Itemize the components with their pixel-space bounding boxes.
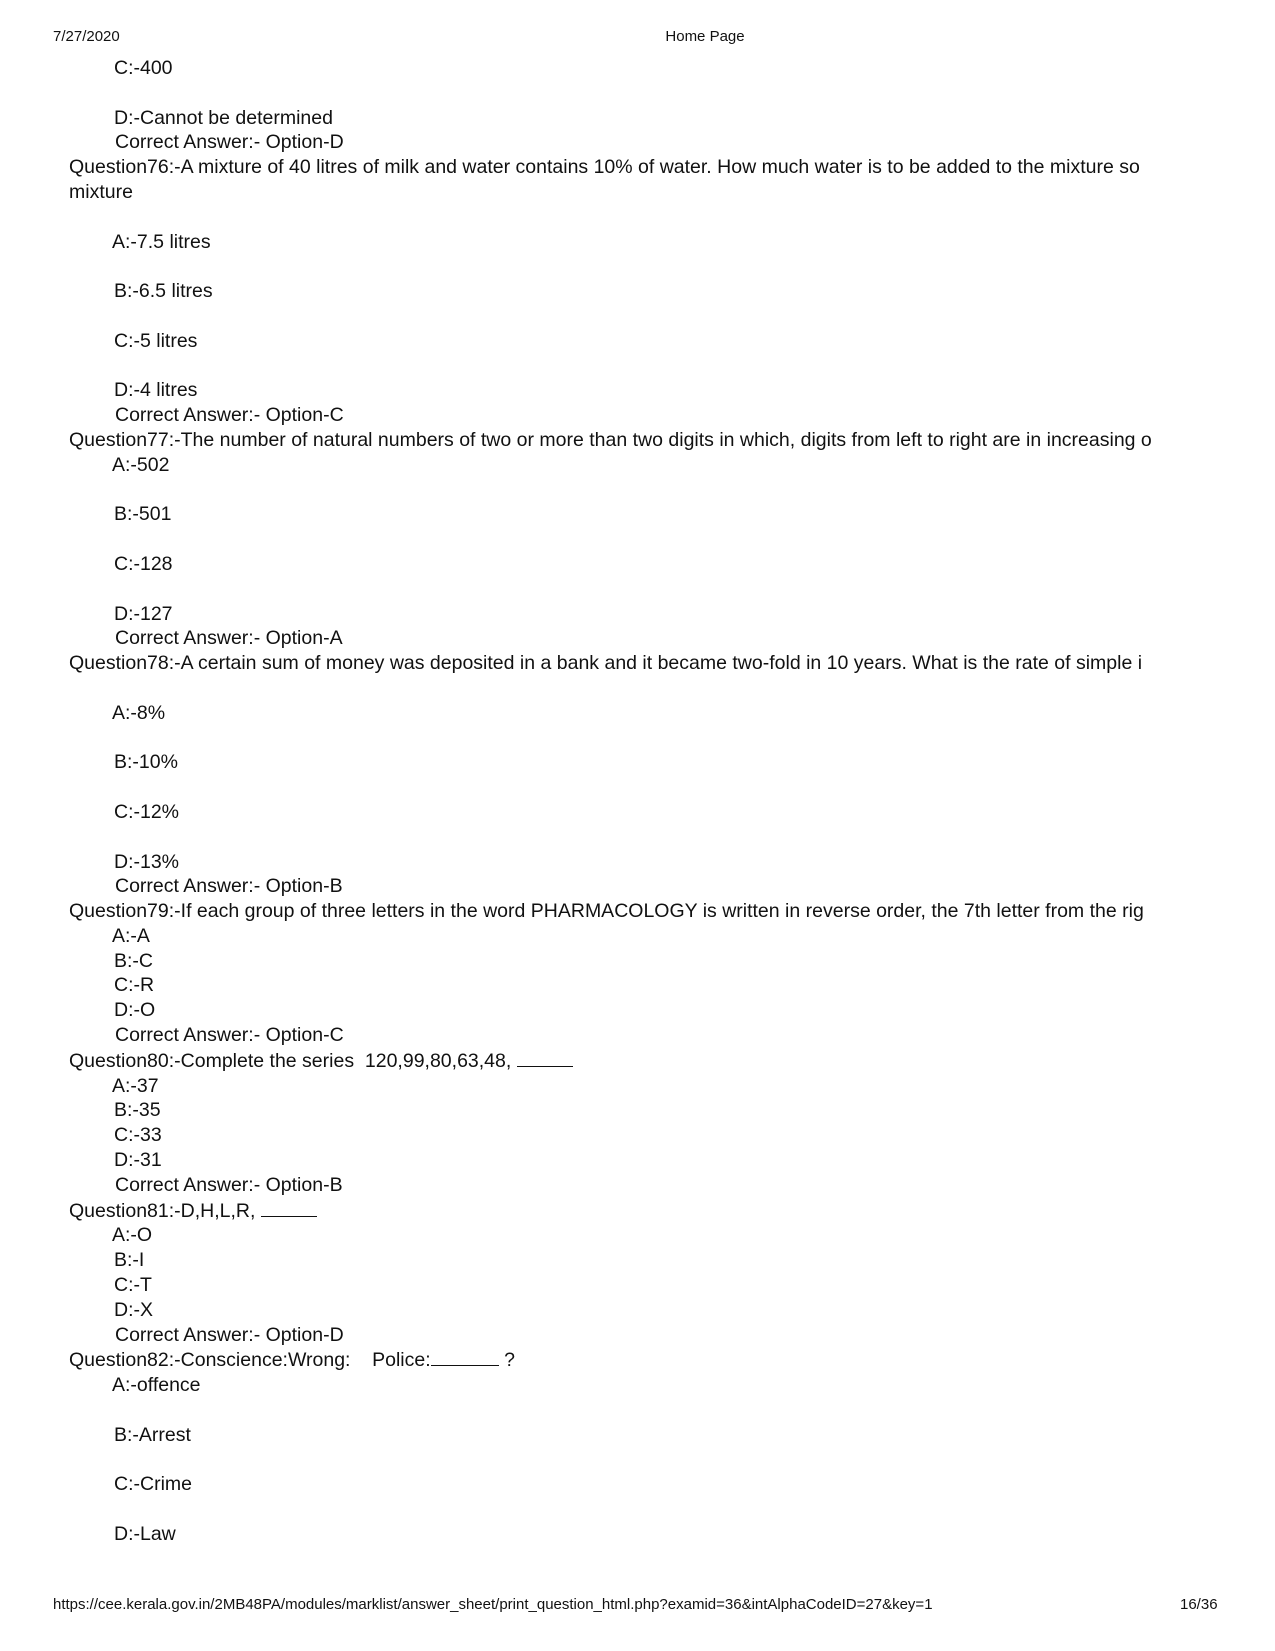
question-79 [0,899,1219,924]
option-c: C:-Crime [114,1473,192,1496]
answer-blank [261,1198,317,1217]
question-76 [0,155,1219,205]
option-d: D:-13% [114,850,180,873]
option-a: A:-A [112,924,150,947]
answer-blank [431,1347,499,1366]
option-d: D:-X [114,1298,153,1321]
option-d: D:-O [114,999,156,1022]
question-text-body: Question82:-Conscience:Wrong: Police: [69,1349,431,1372]
page-title: Home Page [665,28,745,45]
option-c: C:-33 [114,1124,162,1147]
question-text: Question76:-A mixture of 40 litres of milk and water contains 10% of water. How much water is to be added to the mixture so [69,156,1140,179]
option-d: D:-Cannot be determined [114,106,333,129]
option-b: B:-6.5 litres [114,280,213,303]
page-number: 16/36 [1180,1596,1218,1613]
question-text-body: Question81:-D,H,L,R, [69,1199,261,1222]
question-text [69,1198,1219,1224]
correct-answer: Correct Answer:- Option-C [115,404,344,427]
question-80 [0,1048,1219,1074]
option-c: C:-R [114,974,155,997]
question-81 [0,1198,1219,1224]
option-a: A:-8% [112,701,166,724]
question-text-continued: mixture [69,180,133,203]
question-sheet [0,56,1219,1547]
question-text-suffix: ? [498,1349,515,1372]
option-c: C:-12% [114,800,180,823]
question-text [69,1048,1219,1074]
option-d: D:-4 litres [114,379,198,402]
question-77 [0,428,1219,453]
print-date: 7/27/2020 [53,28,120,45]
question-text: Question79:-If each group of three letters in the word PHARMACOLOGY is written in reverse order, the 7th letter from the rig [69,900,1144,923]
option-a: A:-502 [112,453,170,476]
option-b: B:-Arrest [114,1423,191,1446]
correct-answer: Correct Answer:- Option-B [115,1173,343,1196]
question-text-body: Question80:-Complete the series 120,99,80,63,48, [69,1049,517,1072]
correct-answer: Correct Answer:- Option-B [115,875,343,898]
correct-answer: Correct Answer:- Option-C [115,1024,344,1047]
page-url: https://cee.kerala.gov.in/2MB48PA/modules/marklist/answer_sheet/print_question_html.php?examid=36&intAlphaCodeID=27&key=1 [53,1596,933,1613]
option-d: D:-127 [114,602,173,625]
question-text [69,1347,1219,1373]
option-b: B:-35 [114,1099,161,1122]
option-c: C:-128 [114,552,173,575]
correct-answer: Correct Answer:- Option-D [115,1323,344,1346]
option-b: B:-501 [114,503,172,526]
answer-blank [517,1048,573,1067]
question-text: Question78:-A certain sum of money was deposited in a bank and it became two-fold in 10 years. What is the rate of simple i [69,652,1143,675]
option-a: A:-offence [112,1374,201,1397]
option-c: C:-5 litres [114,329,198,352]
option-b: B:-10% [114,751,178,774]
correct-answer: Correct Answer:- Option-A [115,627,343,650]
question-78 [0,651,1219,676]
option-d: D:-Law [114,1523,176,1546]
question-82 [0,1347,1219,1373]
option-d: D:-31 [114,1149,162,1172]
option-a: A:-O [112,1224,153,1247]
correct-answer: Correct Answer:- Option-D [115,131,344,154]
question-text: Question77:-The number of natural numbers of two or more than two digits in which, digits from left to right are in increasing o [69,428,1152,451]
option-b: B:-C [114,949,153,972]
option-a: A:-37 [112,1074,159,1097]
option-c: C:-400 [114,57,173,79]
option-b: B:-I [114,1249,145,1272]
option-c: C:-T [114,1274,152,1297]
option-a: A:-7.5 litres [112,230,211,253]
